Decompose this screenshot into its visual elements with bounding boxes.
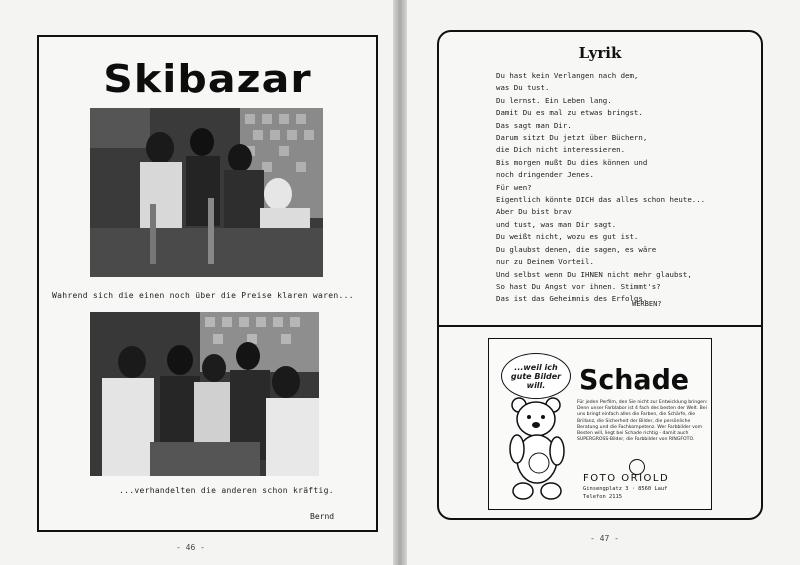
ad-store-name: FOTO ORIOLD <box>583 473 670 484</box>
poem-line: Das ist das Geheimnis des Erfolgs. <box>496 294 648 304</box>
poem-line: Du lernst. Ein Leben lang. <box>496 95 612 105</box>
poem-line: Eigentlich könnte DICH das alles schon heute... <box>496 195 706 205</box>
poem-line: Du glaubst denen, die sagen, es wäre <box>496 244 657 254</box>
poem-line: Du hast kein Verlangen nach dem, <box>496 71 639 80</box>
author-signature: Bernd <box>310 512 335 521</box>
poem-line: was Du tust. <box>496 83 550 93</box>
page-number-left: - 46 - <box>176 543 205 552</box>
bubble-line: gute Bilder <box>510 372 562 381</box>
photo-shop-advertisement <box>488 338 712 510</box>
left-page-title: Skibazar <box>103 57 312 101</box>
poem <box>496 70 758 306</box>
ad-phone: Telefon 2115 <box>583 494 622 500</box>
poem-line: Damit Du es mal zu etwas bringst. <box>496 108 643 118</box>
ad-body-text: Für jeden Perfilm, den Sie nicht zur Entwicklung bringen: Denn unser Farblabor ist 4 fach des besten der Welt. Bei uns bringt einfach alles die Farben, die Schärfe, die Brillanz, die Sicherheit der Bilder, die persönliche Beratung und die Fachkompetenz. Wer Farbbilder vom Besten will, liegt bei Schade richtig - damit auch SUPERGROSS-Bilder, die Farbbilder von RINGFOTO. <box>577 400 708 443</box>
ad-brand: Schade <box>579 363 690 396</box>
photo-ski-bazaar-top <box>90 108 323 277</box>
poem-line: noch dringender Jenes. <box>496 170 594 180</box>
bubble-line: will. <box>526 381 546 390</box>
ad-address: Ginsengplatz 3 · 8560 Lauf <box>583 486 668 492</box>
page-gutter <box>393 0 407 565</box>
page-number-right: - 47 - <box>590 534 619 543</box>
bubble-line: ...weil ich <box>514 363 558 372</box>
poem-line: Für wen? <box>496 182 532 192</box>
photo-caption-bottom: ...verhandelten die anderen schon kräftig. <box>119 486 334 495</box>
poem-line: Aber Du bist brav <box>496 207 572 217</box>
left-page-frame <box>37 35 378 532</box>
poem-line: So hast Du Angst vor ihnen. Stimmt's? <box>496 281 661 291</box>
section-divider <box>439 325 761 327</box>
teddy-bear-icon <box>505 393 569 503</box>
photo-caption-top: Wahrend sich die einen noch über die Preise klaren waren... <box>52 291 354 300</box>
poem-line: Bis morgen mußt Du dies können und <box>496 157 648 167</box>
poem-line: und tust, was man Dir sagt. <box>496 219 617 229</box>
poem-line: nur zu Deinem Vorteil. <box>496 257 594 267</box>
right-page-title: Lyrik <box>578 44 622 62</box>
poem-line: Darum sitzt Du jetzt über Büchern, <box>496 133 648 143</box>
photo-ski-bazaar-bottom <box>90 312 319 476</box>
poem-line: Und selbst wenn Du IHNEN nicht mehr glaubst, <box>496 269 692 279</box>
poem-line: Das sagt man Dir. <box>496 120 572 130</box>
poem-line: die Dich nicht interessieren. <box>496 145 626 155</box>
poem-signature: WERBEN? <box>632 300 662 308</box>
poem-line: Du weißt nicht, wozu es gut ist. <box>496 232 639 242</box>
right-page-frame <box>437 30 763 520</box>
